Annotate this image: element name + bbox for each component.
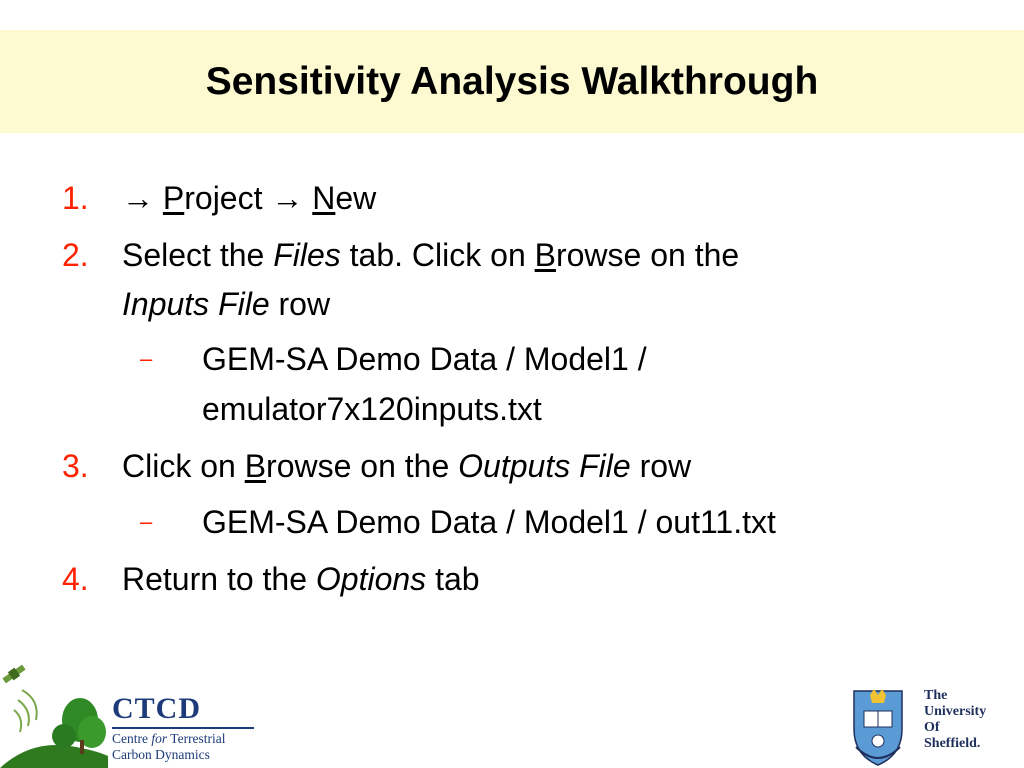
text-run: tab [426, 561, 480, 597]
sub-item-text: GEM-SA Demo Data / Model1 / out11.txt [202, 504, 776, 540]
text-run: Click on [122, 448, 245, 484]
sub-item-text: emulator7x120inputs.txt [202, 391, 542, 427]
sub-item-text: GEM-SA Demo Data / Model1 / [202, 341, 647, 377]
text-run: Select the [122, 237, 274, 273]
text-run: row [630, 448, 692, 484]
new-access-key: N [312, 180, 336, 216]
sheffield-wordmark-line: University [924, 704, 987, 719]
text-run: rowse on the [266, 448, 459, 484]
ctcd-name: CTCD [112, 692, 202, 725]
arrow-icon: → [271, 180, 304, 216]
item-text [122, 279, 330, 329]
ctcd-subtitle-text: for [151, 731, 168, 746]
text-run: tab. Click on [340, 237, 535, 273]
sheffield-wordmark [924, 688, 1019, 752]
item-number: 4. [62, 561, 89, 597]
files-term: Files [273, 237, 341, 273]
ctcd-subtitle [112, 731, 272, 763]
sheffield-wordmark-line: Sheffield. [924, 736, 981, 751]
project-access-key: P [162, 180, 185, 216]
browse-access-key: B [244, 448, 267, 484]
arrow-icon: → [122, 180, 154, 216]
sheffield-wordmark-line: The [924, 688, 948, 703]
ctcd-subtitle-text: Centre [112, 731, 152, 746]
sheffield-wordmark-line: Of [924, 720, 940, 735]
text-run: Return to the [122, 561, 316, 597]
item-text [122, 173, 376, 223]
inputs-file-term: Inputs File [122, 286, 270, 322]
item-number: 3. [62, 448, 89, 484]
ctcd-subtitle-text: Terrestrial [167, 731, 226, 746]
project-label: roject [184, 180, 263, 216]
ctcd-divider [112, 727, 254, 729]
new-label: ew [335, 180, 377, 216]
item-number: 2. [62, 237, 89, 273]
ctcd-subtitle-text: Carbon Dynamics [112, 747, 210, 762]
item-text [122, 554, 480, 604]
outputs-file-term: Outputs File [458, 448, 631, 484]
item-number: 1. [62, 180, 89, 216]
sub-bullet: – [140, 346, 153, 371]
text-run: rowse on the [555, 237, 740, 273]
item-text [122, 230, 739, 280]
options-term: Options [315, 561, 427, 597]
browse-access-key: B [534, 237, 556, 273]
slide-title: Sensitivity Analysis Walkthrough [205, 60, 819, 103]
item-text [122, 441, 691, 491]
sub-bullet: – [140, 509, 153, 534]
text-run: row [269, 286, 331, 322]
satellite-icon [1, 663, 26, 685]
